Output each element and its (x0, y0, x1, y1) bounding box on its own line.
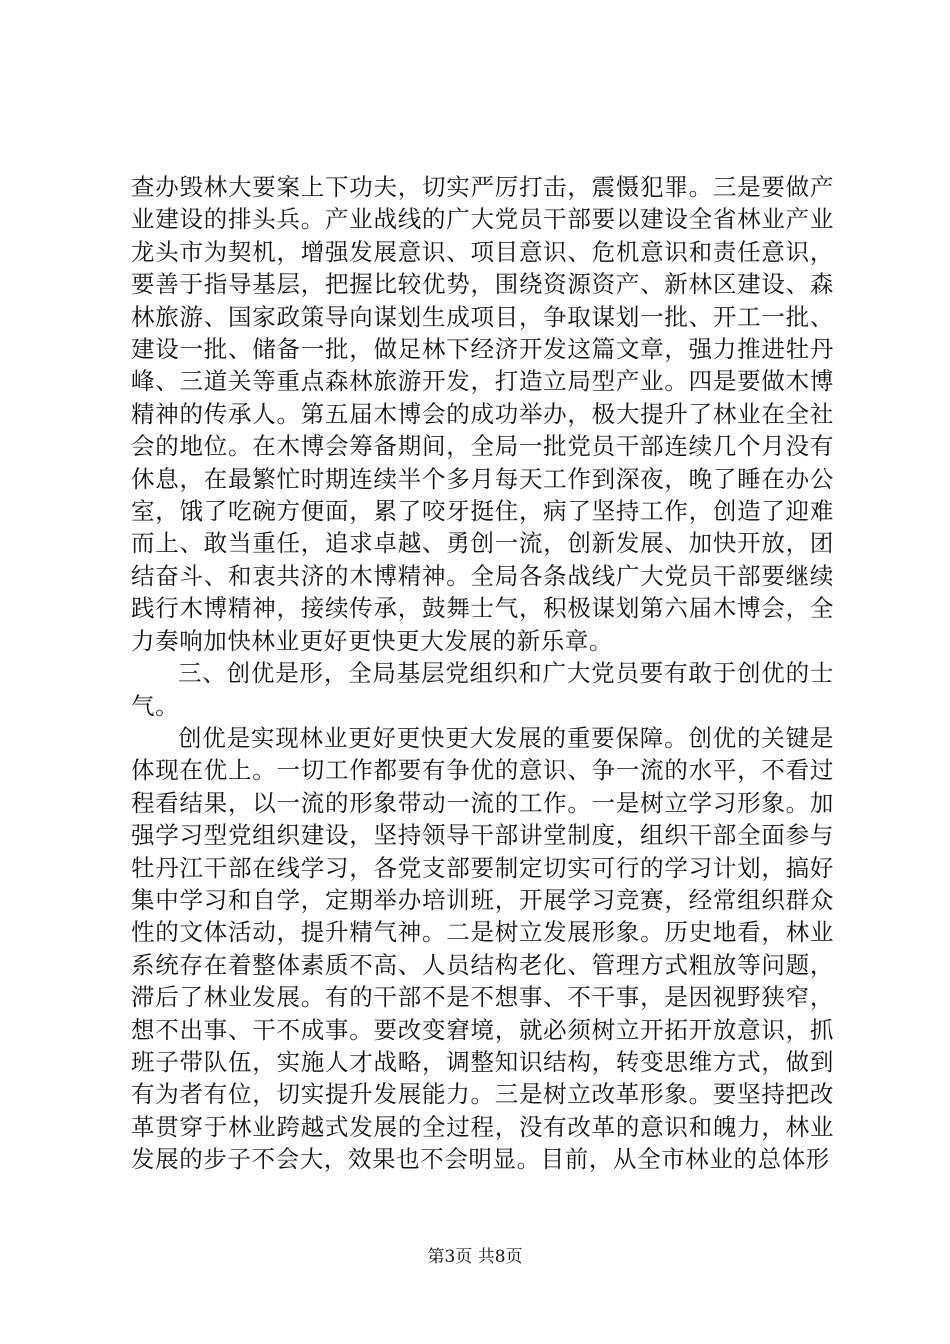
section-heading-paragraph: 三、创优是形，全局基层党组织和广大党员要有敢于创优的士气。 (131, 659, 834, 720)
body-paragraph-3: 创优是实现林业更好更快更大发展的重要保障。创优的关键是体现在优上。一切工作都要有争优的意识、争一流的水平，不看过程看结果，以一流的形象带动一流的工作。一是树立学习形象。加强学习型党组织建设，坚持领导干部讲堂制度，组织干部全面参与牡丹江干部在线学习，各党支部要制定切实可行的学习计划，搞好集中学习和自学，定期举办培训班，开展学习竞赛，经常组织群众性的文体活动，提升精气神。二是树立发展形象。历史地看，林业系统存在着整体素质不高、人员结构老化、管理方式粗放等问题，滞后了林业发展。有的干部不是不想事、不干事，是因视野狭窄，想不出事、干不成事。要改变窘境，就必须树立开拓开放意识，抓班子带队伍，实施人才战略，调整知识结构，转变思维方式，做到有为者有位，切实提升发展能力。三是树立改革形象。要坚持把改革贯穿于林业跨越式发展的全过程，没有改革的意识和魄力，林业发展的步子不会大，效果也不会明显。目前，从全市林业的总体形 (131, 723, 834, 1174)
document-body (131, 171, 834, 1176)
body-paragraph-1: 查办毁林大要案上下功夫，切实严厉打击，震慑犯罪。三是要做产业建设的排头兵。产业战线的广大党员干部要以建设全省林业产业龙头市为契机，增强发展意识、项目意识、危机意识和责任意识，要善于指导基层，把握比较优势，围绕资源资产、新林区建设、森林旅游、国家政策导向谋划生成项目，争取谋划一批、开工一批、建设一批、储备一批，做足林下经济开发这篇文章，强力推进牡丹峰、三道关等重点森林旅游开发，打造立局型产业。四是要做木博精神的传承人。第五届木博会的成功举办，极大提升了林业在全社会的地位。在木博会筹备期间，全局一批党员干部连续几个月没有休息，在最繁忙时期连续半个多月每天工作到深夜，晚了睡在办公室，饿了吃碗方便面，累了咬牙挺住，病了坚持工作，创造了迎难而上、敢当重任，追求卓越、勇创一流，创新发展、加快开放，团结奋斗、和衷共济的木博精神。全局各条战线广大党员干部要继续践行木博精神，接续传承，鼓舞士气，积极谋划第六届木博会，全力奏响加快林业更好更快更大发展的新乐章。 (131, 173, 834, 655)
page-number-footer: 第3页 共8页 (427, 1247, 523, 1267)
